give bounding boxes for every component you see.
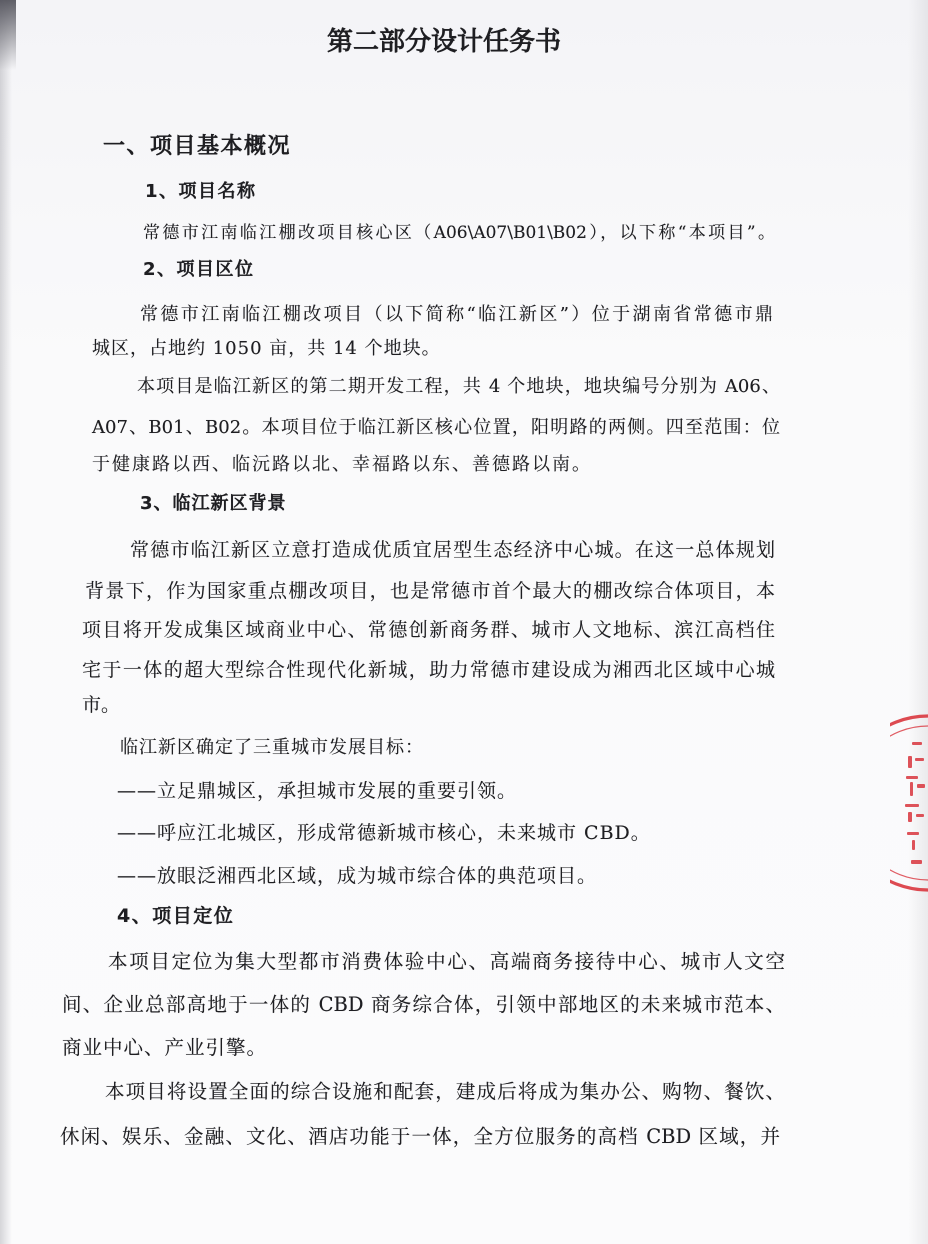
item-heading-positioning: 4、项目定位: [117, 905, 235, 927]
item-heading-project-location: 2、项目区位: [143, 259, 255, 280]
red-seal-stamp: [890, 712, 928, 894]
section-heading: 一、项目基本概况: [103, 134, 292, 159]
left-edge-shadow: [0, 0, 12, 1244]
paragraph-line: 本项目定位为集大型都市消费体验中心、高端商务接待中心、城市人文空: [108, 950, 785, 973]
paragraph-line: 本项目是临江新区的第二期开发工程，共 4 个地块，地块编号分别为 A06、: [137, 376, 780, 397]
paragraph-line: 城区，占地约 1050 亩，共 14 个地块。: [92, 338, 441, 359]
item-heading-project-name: 1、项目名称: [145, 181, 257, 202]
goal-list-item: ——呼应江北城区，形成常德新城市核心，未来城市 CBD。: [117, 822, 651, 844]
seal-character-fragments: [905, 742, 925, 864]
paragraph-line: A07、B01、B02。本项目位于临江新区核心位置，阳明路的两侧。四至范围：位: [92, 417, 780, 438]
item-heading-background: 3、临江新区背景: [140, 493, 287, 514]
paragraph-line: 常德市临江新区立意打造成优质宜居型生态经济中心城。在这一总体规划: [130, 539, 775, 561]
paragraph-line: 本项目将设置全面的综合设施和配套，建成后将成为集办公、购物、餐饮、: [105, 1080, 785, 1103]
paragraph-line: 市。: [82, 694, 121, 716]
paragraph-line: 休闲、娱乐、金融、文化、酒店功能于一体，全方位服务的高档 CBD 区域，并: [60, 1125, 780, 1148]
paragraph-line: 背景下，作为国家重点棚改项目，也是常德市首个最大的棚改综合体项目，本: [85, 580, 775, 602]
document-title: 第二部分设计任务书: [327, 27, 562, 57]
paragraph-line: 项目将开发成集区域商业中心、常德创新商务群、城市人文地标、滨江高档住: [82, 619, 775, 641]
goal-list-item: ——立足鼎城区，承担城市发展的重要引领。: [117, 780, 518, 802]
seal-outer-ring: [890, 716, 928, 890]
paragraph-line: 于健康路以西、临沅路以北、幸福路以东、善德路以南。: [92, 454, 592, 475]
goal-list-item: ——放眼泛湘西北区域，成为城市综合体的典范项目。: [117, 865, 598, 887]
right-edge-shadow: [908, 0, 928, 1244]
paragraph-line: 宅于一体的超大型综合性现代化新城，助力常德市建设成为湘西北区域中心城: [82, 659, 775, 681]
paragraph-line: 间、企业总部高地于一体的 CBD 商务综合体，引领中部地区的未来城市范本、: [62, 993, 785, 1016]
paragraph-line: 商业中心、产业引擎。: [62, 1036, 268, 1059]
paragraph-line: 临江新区确定了三重城市发展目标：: [120, 737, 424, 758]
seal-inner-ring: [890, 726, 928, 880]
paragraph-line: 常德市江南临江棚改项目（以下简称“临江新区”）位于湖南省常德市鼎: [140, 304, 773, 325]
paragraph-line: 常德市江南临江棚改项目核心区（A06\A07\B01\B02），以下称“本项目”。: [143, 223, 775, 243]
